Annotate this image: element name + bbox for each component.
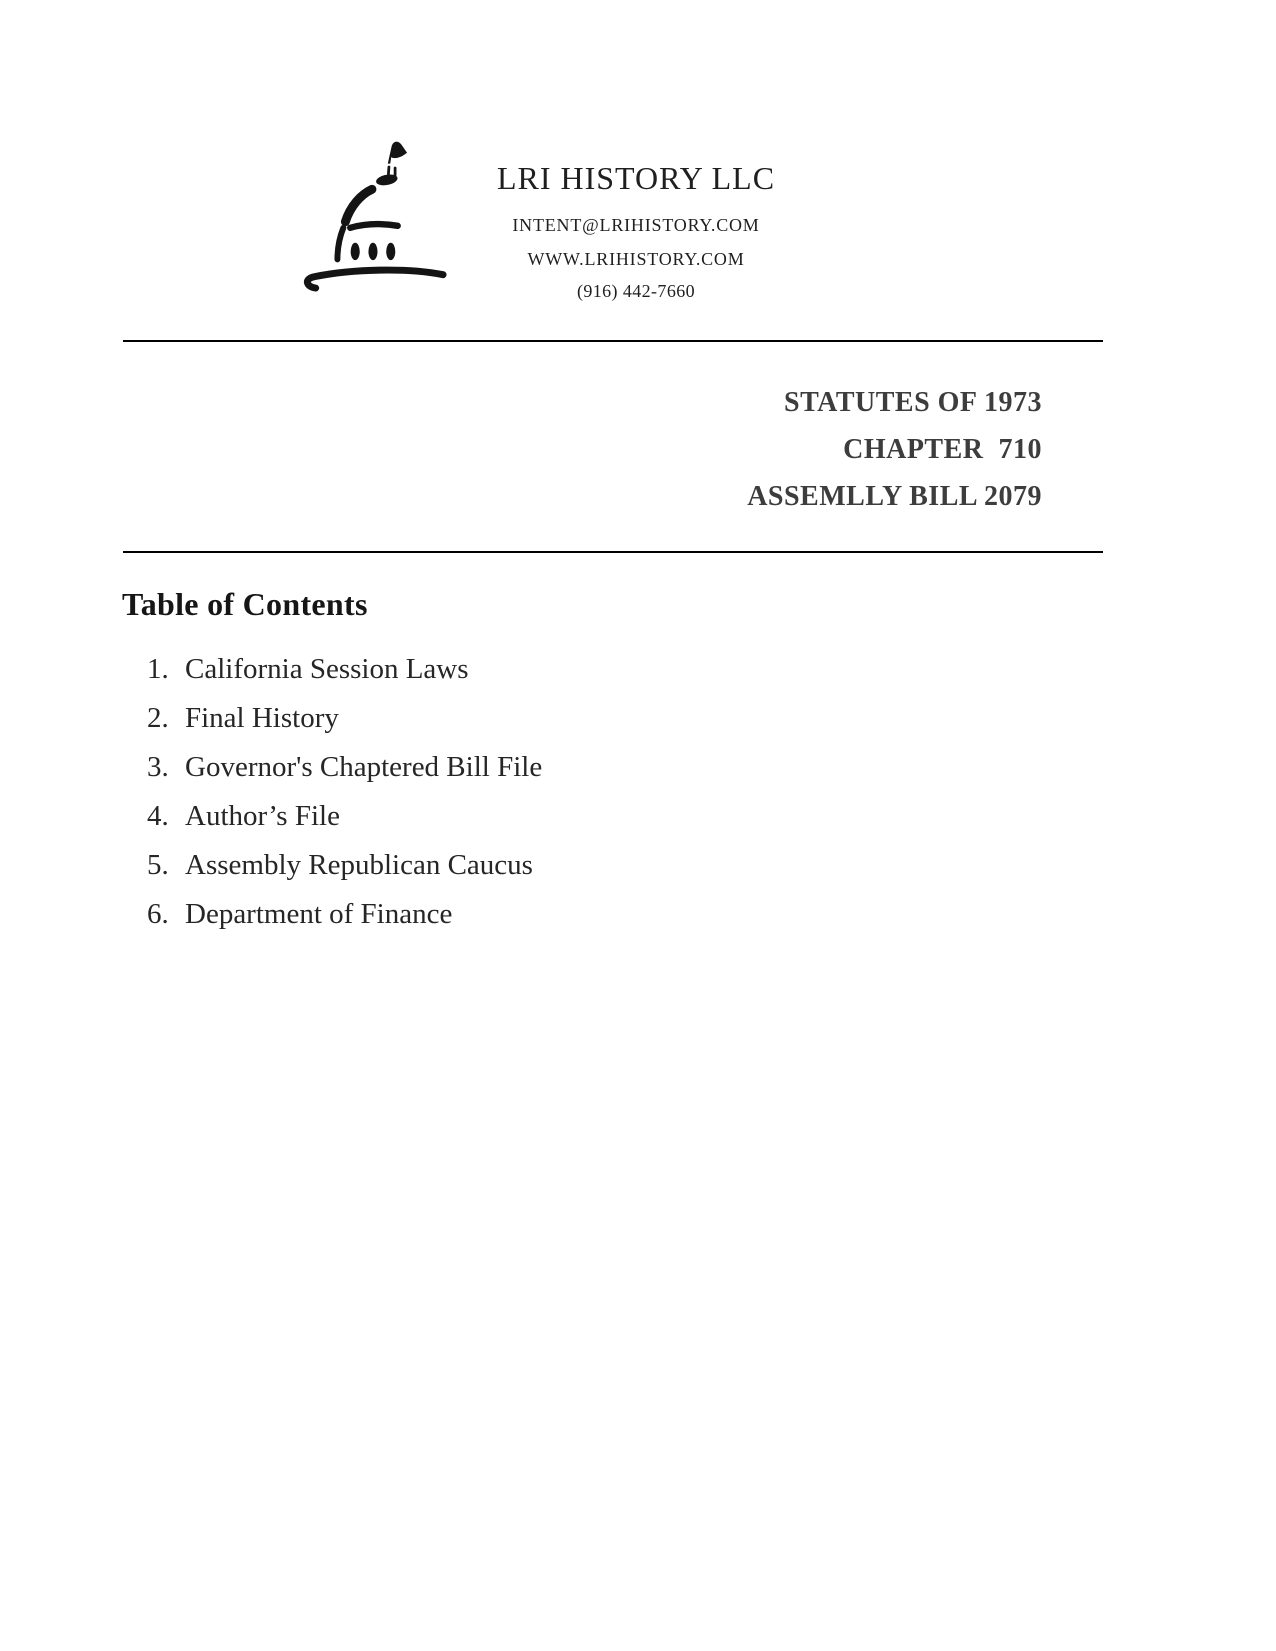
website-url: WWW.LRIHISTORY.COM bbox=[527, 249, 745, 269]
horizontal-rule-bottom bbox=[123, 551, 1103, 553]
toc-item bbox=[147, 799, 542, 848]
letterhead bbox=[436, 158, 836, 306]
toc-item-label: Final History bbox=[185, 702, 339, 734]
bill-title-block bbox=[747, 379, 1042, 520]
toc-item-label: Author’s File bbox=[185, 800, 340, 832]
chapter-number-line: CHAPTER 710 bbox=[843, 434, 1042, 465]
toc-item bbox=[147, 897, 542, 946]
email-address: INTENT@LRIHISTORY.COM bbox=[512, 215, 760, 235]
toc-list bbox=[147, 652, 542, 946]
toc-item-label: California Session Laws bbox=[185, 653, 469, 685]
toc-item-label: Assembly Republican Caucus bbox=[185, 849, 533, 881]
toc-item-number: 3. bbox=[147, 751, 169, 783]
statutes-year-line: STATUTES OF 1973 bbox=[784, 387, 1042, 418]
toc-item-label: Department of Finance bbox=[185, 898, 453, 930]
assembly-bill-line: ASSEMLLY BILL 2079 bbox=[747, 481, 1042, 512]
toc-item-number: 5. bbox=[147, 849, 169, 881]
company-name: LRI HISTORY LLC bbox=[496, 160, 776, 196]
toc-item-number: 6. bbox=[147, 898, 169, 930]
toc-item bbox=[147, 848, 542, 897]
toc-item bbox=[147, 750, 542, 799]
toc-item-label: Governor's Chaptered Bill File bbox=[185, 751, 543, 783]
horizontal-rule-top bbox=[123, 340, 1103, 342]
toc-item-number: 1. bbox=[147, 653, 169, 685]
toc-heading: Table of Contents bbox=[122, 586, 368, 622]
toc-item-number: 2. bbox=[147, 702, 169, 734]
toc-item bbox=[147, 701, 542, 750]
toc-item-number: 4. bbox=[147, 800, 169, 832]
capitol-dome-logo-icon bbox=[292, 126, 450, 296]
phone-number: (916) 442-7660 bbox=[576, 281, 696, 301]
toc-item bbox=[147, 652, 542, 701]
